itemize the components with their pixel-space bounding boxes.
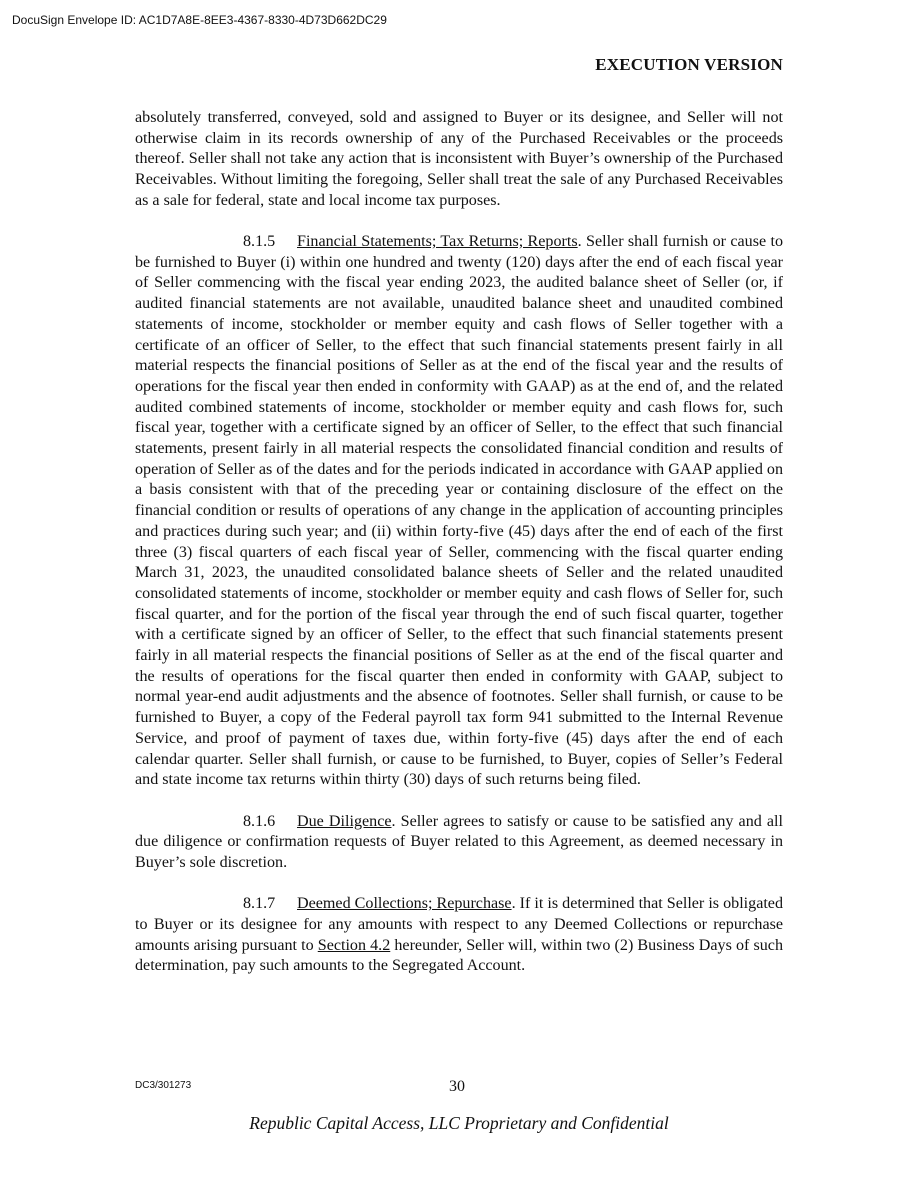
section-text: Seller agrees to satisfy or cause to be satisfied any and all due diligence or confirmation requests of Buyer related to this Agreement, as deemed necessary in Buyer’s sole discretion.	[135, 812, 783, 871]
execution-version-label: EXECUTION VERSION	[595, 55, 783, 74]
section-number: 8.1.7	[243, 895, 276, 913]
section-heading: Deemed Collections; Repurchase	[297, 895, 512, 913]
section-reference: Section 4.2	[317, 936, 391, 954]
document-body	[135, 108, 783, 997]
section-8-1-6: 8.1.6 Due Diligence. Seller agrees to satisfy or cause to be satisfied any and all due diligence or confirmation requests of Buyer related to this Agreement, as deemed necessary in Buyer’s sole discretion.	[135, 812, 783, 871]
section-text-continued: hereunder, Seller will, within two (2) Business Days of such determination, pay such amounts to the Segregated Account.	[135, 936, 783, 975]
document-code: DC3/301273	[135, 1080, 192, 1091]
confidentiality-notice: Republic Capital Access, LLC Proprietary and Confidential	[249, 1113, 669, 1133]
section-number: 8.1.5	[243, 233, 276, 251]
section-8-1-5: 8.1.5 Financial Statements; Tax Returns; Reports. Seller shall furnish or cause to be furnished to Buyer (i) within one hundred and twenty (120) days after the end of each fiscal year of Seller commencing with the fiscal year ending 2023, the audited balance sheet of Seller (or, if audited financial statements are not available, unaudited balance sheet and unaudited combined statements of income, stockholder or member equity and cash flows of Seller together with a certificate of an officer of Seller, to the effect that such financial statements present fairly in all material respects the financial positions of Seller as at the end of the fiscal year and the results of operations for the fiscal year then ended in conformity with GAAP) as at the end of, and the related audited combined statements of income, stockholder or member equity and cash flows for, such fiscal year, together with a certificate signed by an officer of Seller, to the effect that such financial statements, present fairly in all material respects the consolidated financial condition and results of operation of Seller as of the dates and for the periods indicated in accordance with GAAP applied on a basis consistent with that of the preceding year or containing disclosure of the effect on the financial condition or results of operations of any change in the application of accounting principles and practices during such year; and (ii) within forty-five (45) days after the end of each of the first three (3) fiscal quarters of each fiscal year of Seller, commencing with the fiscal quarter ending March 31, 2023, the unaudited consolidated balance sheets of Seller and the related unaudited consolidated statements of income, stockholder or member equity and cash flows of Seller for, such fiscal quarter, and for the portion of the fiscal year through the end of such fiscal quarter, together with a certificate signed by an officer of Seller, to the effect that such financial statements present fairly in all material respects the financial positions of Seller as at the end of the fiscal quarter and the results of operations for the fiscal quarter then ended in conformity with GAAP, subject to normal year-end audit adjustments and the absence of footnotes. Seller shall furnish, or cause to be furnished to Buyer, a copy of the Federal payroll tax form 941 submitted to the Internal Revenue Service, and proof of payment of taxes due, within forty-five (45) days after the end of each calendar quarter. Seller shall furnish, or cause to be furnished, to Buyer, copies of Seller’s Federal and state income tax returns within thirty (30) days of such returns being filed.	[135, 233, 783, 789]
section-text: Seller shall furnish or cause to be furnished to Buyer (i) within one hundred and twenty (120) days after the end of each fiscal year of Seller commencing with the fiscal year ending 2023, the audited balance sheet of Seller (or, if audited financial statements are not available, unaudited balance sheet and unaudited combined statements of income, stockholder or member equity and cash flows of Seller together with a certificate of an officer of Seller, to the effect that such financial statements present fairly in all material respects the financial positions of Seller as at the end of the fiscal year and the results of operations for the fiscal year then ended in conformity with GAAP) as at the end of, and the related audited combined statements of income, stockholder or member equity and cash flows for, such fiscal year, together with a certificate signed by an officer of Seller, to the effect that such financial statements, present fairly in all material respects the consolidated financial condition and results of operation of Seller as of the dates and for the periods indicated in accordance with GAAP applied on a basis consistent with that of the preceding year or containing disclosure of the effect on the financial condition or results of operations of any change in the application of accounting principles and practices during such year; and (ii) within forty-five (45) days after the end of each of the first three (3) fiscal quarters of each fiscal year of Seller, commencing with the fiscal quarter ending March 31, 2023, the unaudited consolidated balance sheets of Seller and the related unaudited consolidated statements of income, stockholder or member equity and cash flows of Seller for, such fiscal quarter, and for the portion of the fiscal year through the end of such fiscal quarter, together with a certificate signed by an officer of Seller, to the effect that such financial statements present fairly in all material respects the financial positions of Seller as at the end of the fiscal quarter and the results of operations for the fiscal quarter then ended in conformity with GAAP, subject to normal year-end audit adjustments and the absence of footnotes. Seller shall furnish, or cause to be furnished to Buyer, a copy of the Federal payroll tax form 941 submitted to the Internal Revenue Service, and proof of payment of taxes due, within forty-five (45) days after the end of each calendar quarter. Seller shall furnish, or cause to be furnished, to Buyer, copies of Seller’s Federal and state income tax returns within thirty (30) days of such returns being filed.	[135, 233, 783, 789]
continuation-paragraph: absolutely transferred, conveyed, sold and assigned to Buyer or its designee, and Seller will not otherwise claim in its records ownership of any of the Purchased Receivables or the proceeds thereof. Seller shall not take any action that is inconsistent with Buyer’s ownership of the Purchased Receivables. Without limiting the foregoing, Seller shall treat the sale of any Purchased Receivables as a sale for federal, state and local income tax purposes.	[135, 109, 783, 209]
section-8-1-7: 8.1.7 Deemed Collections; Repurchase. If it is determined that Seller is obligated to Buyer or its designee for any amounts with respect to any Deemed Collections or repurchase amounts arising pursuant to Section 4.2 hereunder, Seller will, within two (2) Business Days of such determination, pay such amounts to the Segregated Account.	[135, 895, 783, 975]
section-number: 8.1.6	[243, 812, 276, 830]
page-number: 30	[449, 1078, 465, 1095]
section-heading: Due Diligence	[297, 812, 392, 830]
docusign-envelope-id: DocuSign Envelope ID: AC1D7A8E-8EE3-4367-8330-4D73D662DC29	[12, 13, 387, 27]
section-heading: Financial Statements; Tax Returns; Reports	[297, 233, 578, 251]
section-text: If it is determined that Seller is obligated to Buyer or its designee for any amounts with respect to any Deemed Collections or repurchase amounts arising pursuant to	[135, 895, 783, 954]
